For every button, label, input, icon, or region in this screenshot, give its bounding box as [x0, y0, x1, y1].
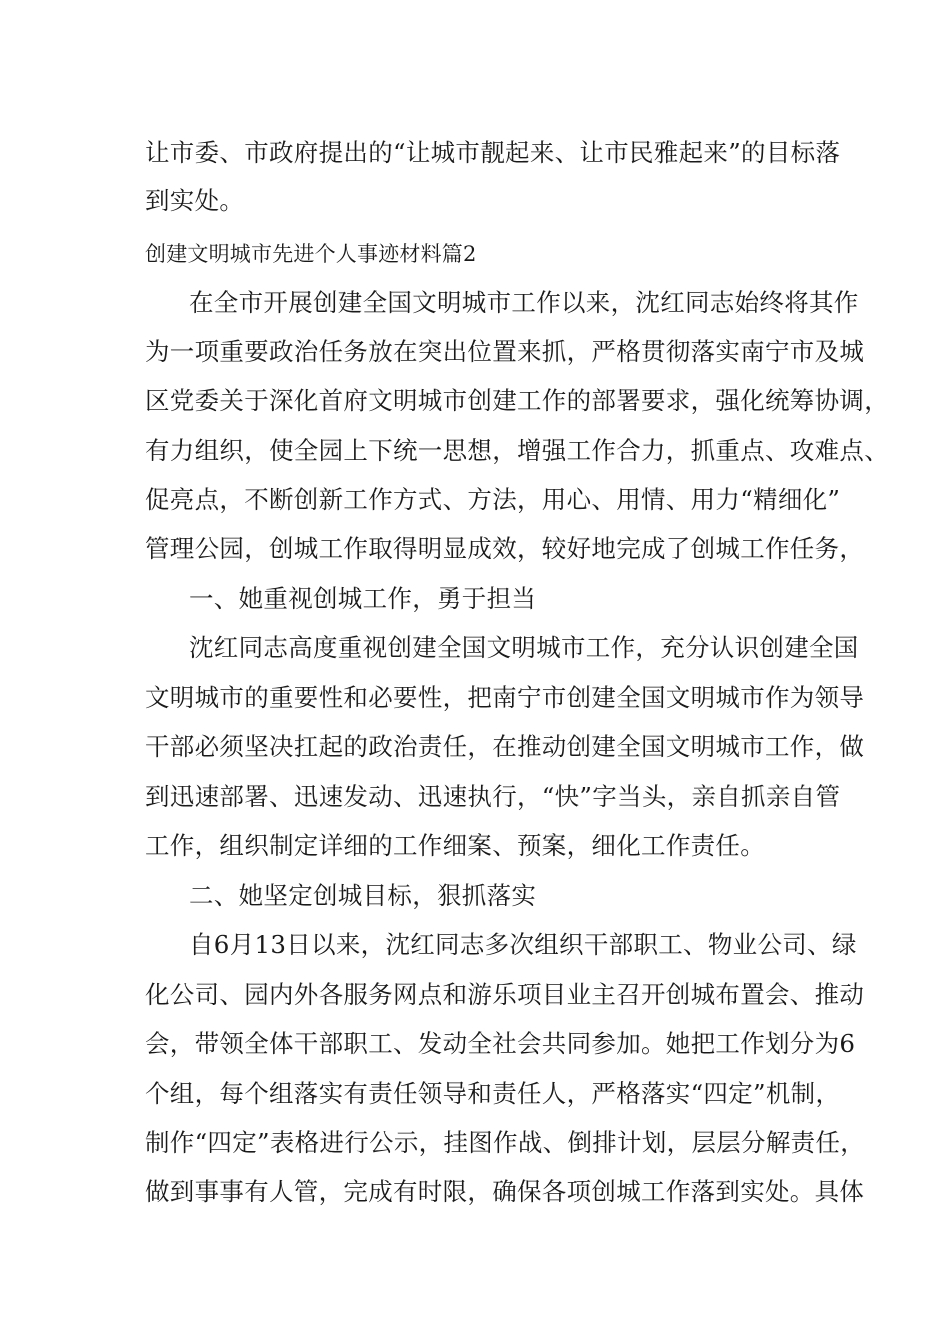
paragraph-line: 在全市开展创建全国文明城市工作以来，沈红同志始终将其作 [189, 288, 859, 317]
paragraph-line: 会，带领全体干部职工、发动全社会共同参加。她把工作划分为6 [145, 1029, 856, 1058]
paragraph-line: 区党委关于深化首府文明城市创建工作的部署要求，强化统筹协调， [145, 386, 889, 415]
paragraph-line: 促亮点，不断创新工作方式、方法，用心、用情、用力“精细化” [145, 485, 841, 514]
paragraph-line: 个组，每个组落实有责任领导和责任人，严格落实“四定”机制， [145, 1079, 841, 1108]
subheading: 二、她坚定创城目标，狠抓落实 [189, 881, 537, 910]
paragraph-line: 做到事事有人管，完成有时限，确保各项创城工作落到实处。具体 [145, 1177, 865, 1206]
paragraph-line: 化公司、园内外各服务网点和游乐项目业主召开创城布置会、推动 [145, 980, 865, 1009]
paragraph-line: 让市委、市政府提出的“让城市靓起来、让市民雅起来”的目标落 [145, 138, 841, 167]
paragraph-line: 制作“四定”表格进行公示，挂图作战、倒排计划，层层分解责任， [145, 1128, 866, 1157]
paragraph-line: 沈红同志高度重视创建全国文明城市工作，充分认识创建全国 [189, 633, 859, 662]
paragraph-line: 有力组织，使全园上下统一思想，增强工作合力，抓重点、攻难点、 [145, 436, 889, 465]
paragraph-line: 文明城市的重要性和必要性，把南宁市创建全国文明城市作为领导 [145, 683, 865, 712]
section-title: 创建文明城市先进个人事迹材料篇2 [145, 242, 477, 266]
paragraph-line: 自6月13日以来，沈红同志多次组织干部职工、物业公司、绿 [189, 930, 857, 959]
subheading: 一、她重视创城工作，勇于担当 [189, 584, 537, 613]
paragraph-line: 到迅速部署、迅速发动、迅速执行，“快”字当头，亲自抓亲自管 [145, 782, 841, 811]
paragraph-line: 干部必须坚决扛起的政治责任，在推动创建全国文明城市工作，做 [145, 732, 865, 761]
paragraph-line: 管理公园，创城工作取得明显成效，较好地完成了创城工作任务， [145, 534, 865, 563]
paragraph-line: 为一项重要政治任务放在突出位置来抓，严格贯彻落实南宁市及城 [145, 337, 865, 366]
paragraph-line: 到实处。 [145, 186, 245, 215]
paragraph-line: 工作，组织制定详细的工作细案、预案，细化工作责任。 [145, 831, 765, 860]
